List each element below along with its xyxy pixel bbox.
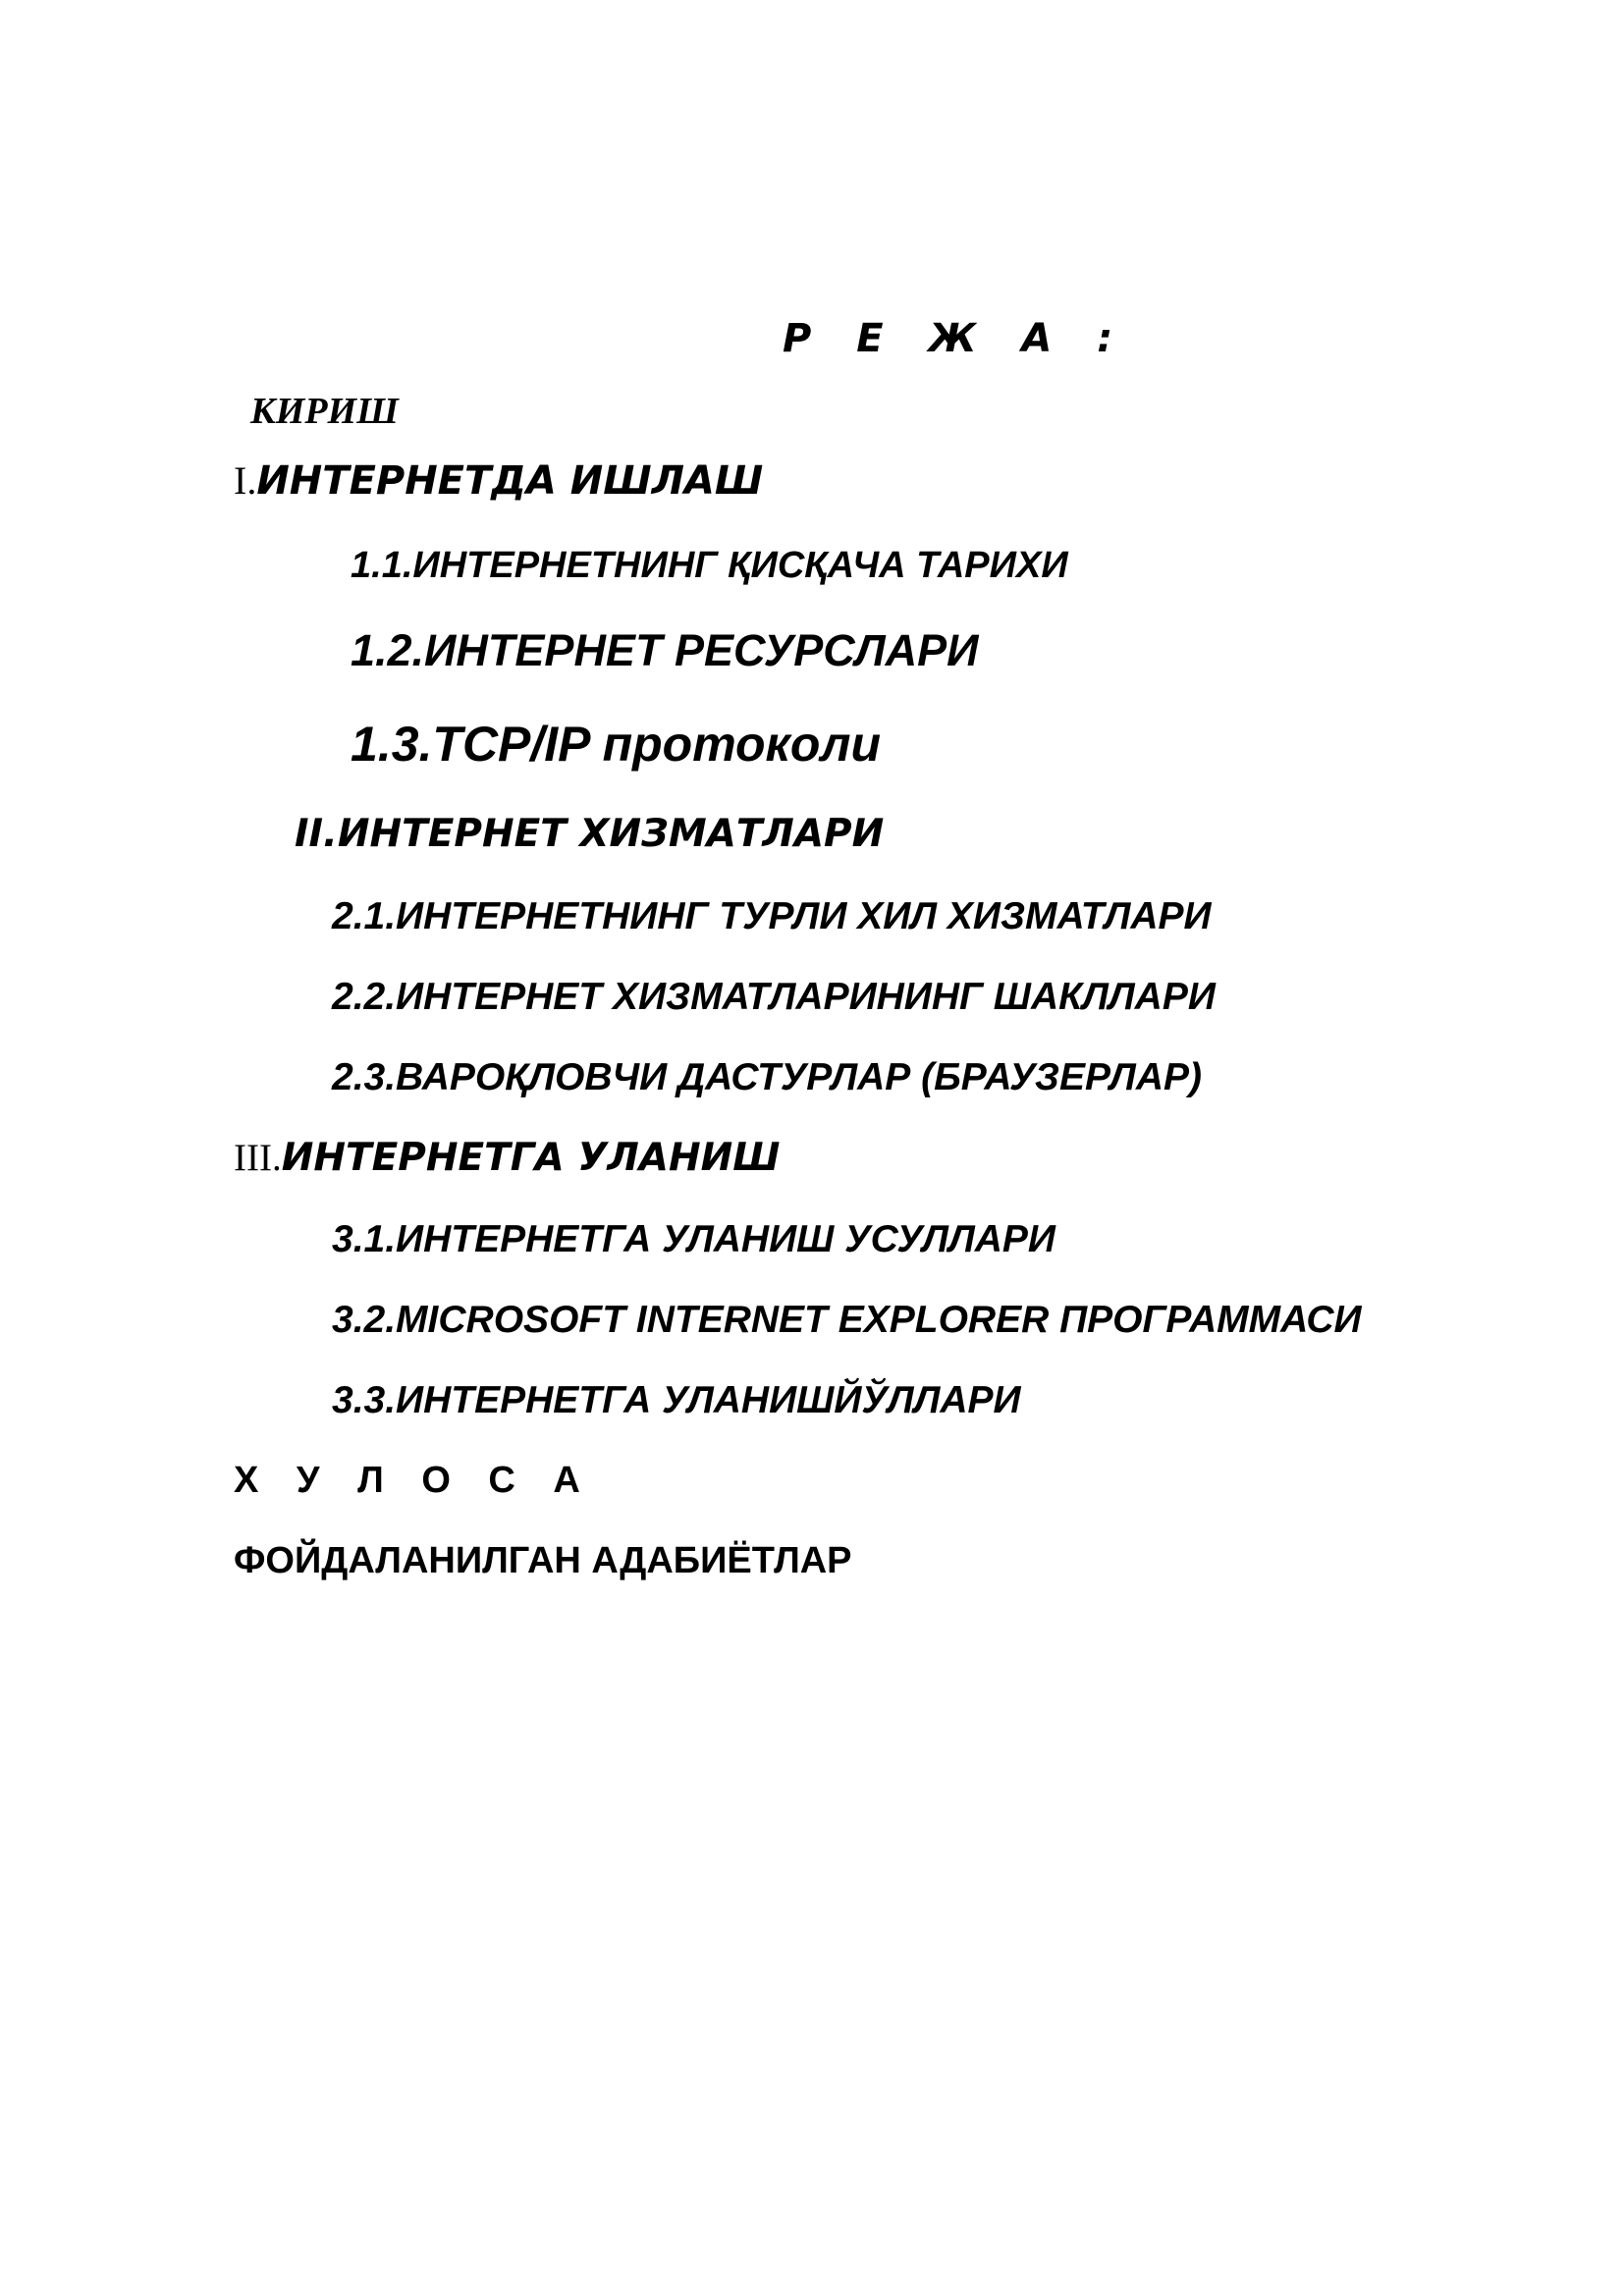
section-1-numeral: I. (234, 458, 257, 503)
section-3-numeral: III. (234, 1137, 282, 1179)
section-2-numeral: II. (295, 812, 338, 856)
section-1-heading (234, 458, 764, 504)
toc-item-2-3: 2.3.ВАРОҚЛОВЧИ ДАСТУРЛАР (БРАУЗЕРЛАР) (332, 1056, 1202, 1098)
section-3-heading (234, 1136, 781, 1180)
toc-item-2-2: 2.2.ИНТЕРНЕТ ХИЗМАТЛАРИНИНГ ШАКЛЛАРИ (332, 976, 1216, 1018)
intro-heading: КИРИШ (250, 391, 399, 432)
section-3-title: ИНТЕРНЕТГА УЛАНИШ (281, 1136, 781, 1180)
section-2-title: ИНТЕРНЕТ ХИЗМАТЛАРИ (337, 812, 885, 856)
section-1-title: ИНТЕРНЕТДА ИШЛАШ (256, 458, 764, 504)
toc-item-3-1: 3.1.ИНТЕРНЕТГА УЛАНИШ УСУЛЛАРИ (332, 1218, 1055, 1260)
document-title: Р Е Ж А : (783, 316, 1129, 361)
section-2-heading (295, 812, 885, 856)
conclusion-heading: Х У Л О С А (234, 1460, 594, 1501)
toc-item-3-3: 3.3.ИНТЕРНЕТГА УЛАНИШЙЎЛЛАРИ (332, 1379, 1021, 1421)
toc-item-1-1: 1.1.ИНТЕРНЕТНИНГ ҚИСҚАЧА ТАРИХИ (351, 545, 1068, 586)
toc-item-1-3: 1.3.TCP/IP протоколи (351, 717, 882, 772)
toc-item-2-1: 2.1.ИНТЕРНЕТНИНГ ТУРЛИ ХИЛ ХИЗМАТЛАРИ (332, 895, 1212, 937)
toc-item-3-2: 3.2.MICROSOFT INTERNET EXPLORER ПРОГРАММАСИ (332, 1299, 1362, 1341)
toc-item-1-2: 1.2.ИНТЕРНЕТ РЕСУРСЛАРИ (351, 625, 979, 675)
references-heading: ФОЙДАЛАНИЛГАН АДАБИЁТЛАР (234, 1540, 852, 1581)
